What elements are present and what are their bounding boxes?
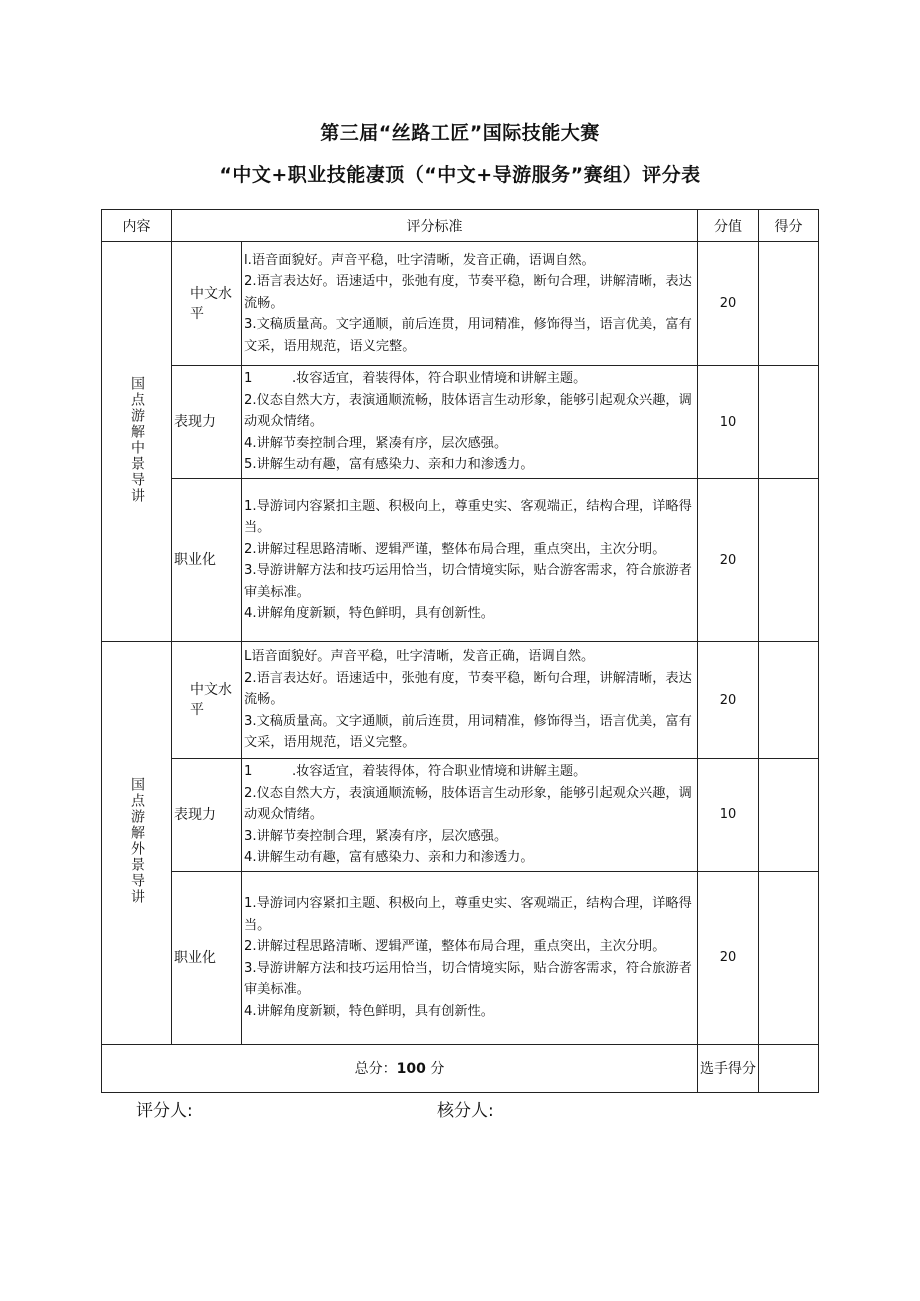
criteria-item: 4.讲解生动有趣，富有感染力、亲和力和渗透力。 xyxy=(244,850,534,865)
criteria-item: 2.讲解过程思路清晰、逻辑严谨，整体布局合理，重点突出，主次分明。 xyxy=(244,939,666,954)
section-label-cell xyxy=(102,642,172,1045)
sub-category: 表现力 xyxy=(172,759,242,872)
criteria-item: 1 .妆容适宜，着装得体，符合职业情境和讲解主题。 xyxy=(244,371,587,387)
criteria-item: 2.语言表达好。语速适中，张弛有度，节奏平稳，断句合理，讲解清晰，表达流畅。 xyxy=(244,274,692,311)
criteria-item: 4.讲解角度新颖，特色鲜明，具有创新性。 xyxy=(244,606,494,621)
criteria-item: 4.讲解节奏控制合理，紧凑有序，层次感强。 xyxy=(244,435,508,451)
criteria-item: l.语音面貌好。声音平稳，吐字清晰，发音正确，语调自然。 xyxy=(244,252,595,268)
total-cell xyxy=(102,1044,698,1092)
header-points: 分值 xyxy=(698,210,759,242)
criteria-item: 2.讲解过程思路清晰、逻辑严谨，整体布局合理，重点突出，主次分明。 xyxy=(244,541,666,557)
criteria-cell xyxy=(242,759,698,872)
score-input-cell[interactable] xyxy=(759,242,819,366)
criteria-item: 2.仪态自然大方，表演通顺流畅，肢体语言生动形象，能够引起观众兴趣，调动观众情绪。 xyxy=(244,785,692,822)
section-label: 国点游解外景导讲 xyxy=(129,776,145,905)
score-input-cell[interactable] xyxy=(759,871,819,1044)
header-content: 内容 xyxy=(102,210,172,242)
criteria-item: 1 .妆容适宜，着装得体，符合职业情境和讲解主题。 xyxy=(244,764,587,779)
scoring-table xyxy=(101,209,819,1093)
table-row xyxy=(102,366,819,479)
criteria-item: 1.导游词内容紧扣主题、积极向上，尊重史实、客观端正，结构合理，详略得当。 xyxy=(244,498,692,535)
section-label-cell xyxy=(102,242,172,642)
score-input-cell[interactable] xyxy=(759,759,819,872)
criteria-item: 2.仪态自然大方，表演通顺流畅，肢体语言生动形象，能够引起观众兴趣，调动观众情绪。 xyxy=(244,392,692,430)
sub-category: 表现力 xyxy=(172,366,242,479)
header-criteria: 评分标准 xyxy=(172,210,698,242)
criteria-cell xyxy=(242,479,698,642)
total-prefix: 总分： xyxy=(354,1061,397,1077)
criteria-item: 3.导游讲解方法和技巧运用恰当，切合情境实际，贴合游客需求，符合旅游者审美标准。 xyxy=(244,960,692,997)
points-value: 20 xyxy=(698,242,759,366)
criteria-item: 2.语言表达好。语速适中，张弛有度，节奏平稳，断句合理，讲解清晰，表达流畅。 xyxy=(244,670,692,708)
player-score-input[interactable] xyxy=(759,1044,819,1092)
points-value: 20 xyxy=(698,642,759,759)
header-score: 得分 xyxy=(759,210,819,242)
criteria-cell xyxy=(242,242,698,366)
criteria-item: 5.讲解生动有趣，富有感染力、亲和力和渗透力。 xyxy=(244,457,534,473)
page-title: 第三届“丝路工匠”国际技能大赛 xyxy=(320,122,600,144)
table-row xyxy=(102,642,819,759)
table-header-row xyxy=(102,210,819,242)
criteria-item: 3.文稿质量高。文字通顺，前后连贯，用词精准，修饰得当，语言优美，富有文采，语用规范，语义完整。 xyxy=(244,713,692,751)
criteria-item: L语音面貌好。声音平稳，吐字清晰，发音正确，语调自然。 xyxy=(244,649,595,665)
table-row xyxy=(102,242,819,366)
table-row xyxy=(102,479,819,642)
points-value: 20 xyxy=(698,871,759,1044)
score-input-cell[interactable] xyxy=(759,642,819,759)
criteria-cell xyxy=(242,871,698,1044)
criteria-cell xyxy=(242,642,698,759)
score-input-cell[interactable] xyxy=(759,479,819,642)
score-input-cell[interactable] xyxy=(759,366,819,479)
points-value: 20 xyxy=(698,479,759,642)
sub-category: 中文水平 xyxy=(172,642,242,759)
total-value: 100 xyxy=(396,1061,426,1077)
table-row xyxy=(102,759,819,872)
criteria-item: 1.导游词内容紧扣主题、积极向上，尊重史实、客观端正，结构合理，详略得当。 xyxy=(244,896,692,933)
criteria-item: 4.讲解角度新颖，特色鲜明，具有创新性。 xyxy=(244,1003,494,1019)
criteria-item: 3.导游讲解方法和技巧运用恰当，切合情境实际，贴合游客需求，符合旅游者审美标准。 xyxy=(244,563,692,600)
points-value: 10 xyxy=(698,759,759,872)
player-score-label: 选手得分 xyxy=(698,1044,759,1092)
page-subtitle: “中文+职业技能凄顶（“中文+导游服务”赛组）评分表 xyxy=(219,164,701,186)
sub-category: 中文水平 xyxy=(172,242,242,366)
criteria-cell xyxy=(242,366,698,479)
checker-label: 核分人: xyxy=(437,1101,494,1121)
section-label: 国点游解中景导讲 xyxy=(129,375,145,504)
total-row xyxy=(102,1044,819,1092)
scorer-label: 评分人: xyxy=(136,1101,193,1121)
points-value: 10 xyxy=(698,366,759,479)
total-suffix: 分 xyxy=(425,1061,445,1077)
table-row xyxy=(102,871,819,1044)
sub-category: 职业化 xyxy=(172,479,242,642)
criteria-item: 3.讲解节奏控制合理，紧凑有序，层次感强。 xyxy=(244,828,508,844)
criteria-item: 3.文稿质量高。文字通顺，前后连贯，用词精准，修饰得当，语言优美，富有文采，语用规范，语义完整。 xyxy=(244,317,692,354)
sub-category: 职业化 xyxy=(172,871,242,1044)
